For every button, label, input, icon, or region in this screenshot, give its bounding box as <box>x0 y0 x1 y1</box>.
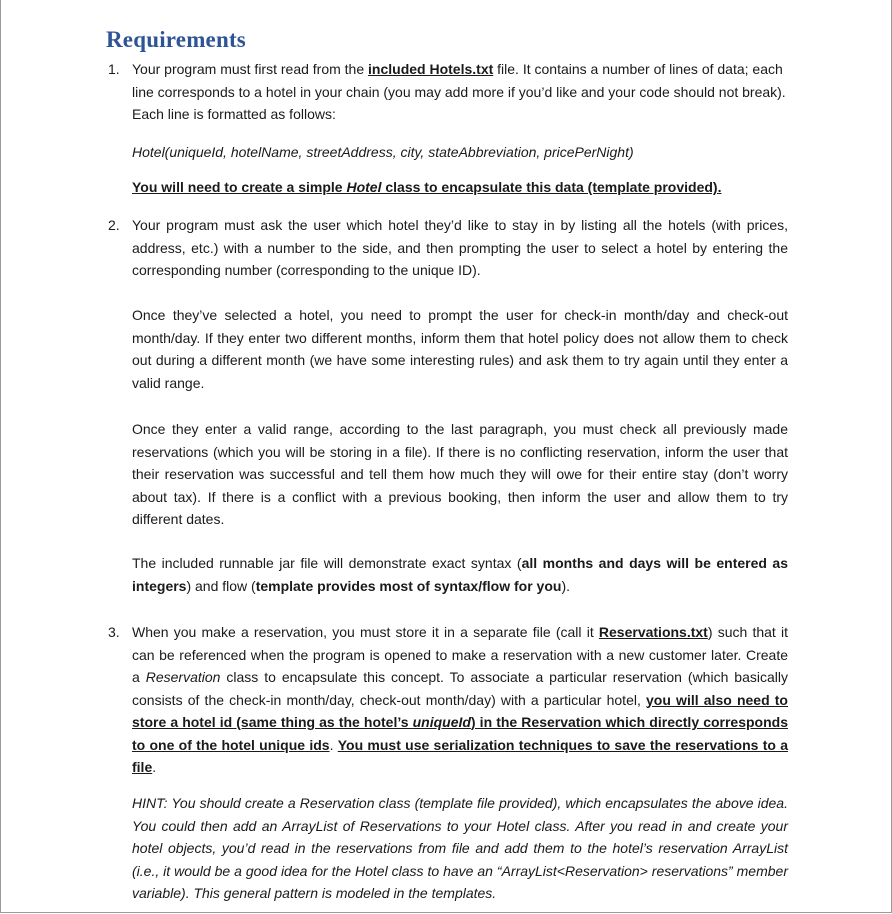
serialization-requirement: You must use serialization techniques to save the reservations to a file <box>132 736 788 775</box>
template-note: template provides most of syntax/flow for you <box>255 577 562 594</box>
item-3-end: . <box>152 759 157 775</box>
item-2-paragraph-4 <box>132 552 788 597</box>
reservations-file-reference: Reservations.txt <box>598 624 708 640</box>
hotels-file-reference: included Hotels.txt <box>368 61 494 77</box>
item-2-p4-text-a: The included runnable jar file will demonstrate exact syntax ( <box>132 555 522 571</box>
hotel-note-text-b: class to encapsulate this data (template provided). <box>381 179 722 195</box>
hotel-class-name: Hotel <box>346 179 382 195</box>
item-3-separator: . <box>329 736 338 753</box>
hint-paragraph: HINT: You should create a Reservation class (template file provided), which encapsulates the above idea. You could then add an ArrayList of Reservations to your Hotel class. After you read in and create your hotel objects, you’d read in the reservations from file and add them to the hotel’s reservation ArrayList (i.e., it would be a good idea for the Hotel class to have an “ArrayList<Reservation> reservations” member variable). This general pattern is modeled in the templates. <box>132 795 788 901</box>
unique-id-term: uniqueId <box>412 714 471 730</box>
item-2-paragraph-2: Once they’ve selected a hotel, you need to prompt the user for check-in month/day and check-out month/day. If they enter two different months, inform them that hotel policy does not allow them to check out during a different month (we have some interesting rules) and ask them to try again until they enter a valid range. <box>132 307 788 391</box>
item-2-p4-text-c: ) and flow ( <box>186 577 256 594</box>
hotel-class-note <box>132 176 788 199</box>
hotel-note-text-a: You will need to create a simple <box>132 179 347 195</box>
item-2-number: 2. <box>108 217 120 233</box>
item-1-number: 1. <box>108 61 120 77</box>
reservation-class-name: Reservation <box>145 669 221 685</box>
item-3-text-c: class to encapsulate this concept. To associate a particular reservation (which basically consists of the check-in month/day, check-out month/day) with a particular hotel, <box>132 669 788 708</box>
item-1-text-b: file. It contains a number of lines of data; each line corresponds to a hotel in your chain (you may add more if you’d like and your code should not break). Each line is formatted as follows: <box>132 61 786 122</box>
item-2-p4-text-d: ). <box>561 577 570 594</box>
item-3-text-b: ) such that it can be referenced when the program is opened to make a reservation with a new customer later. Create a <box>132 624 788 685</box>
hotel-id-text-a: you will also need to store a hotel id (same thing as the hotel’s <box>132 691 788 730</box>
item-1-intro <box>132 58 788 126</box>
hotel-format-line: Hotel(uniqueId, hotelName, streetAddress, city, stateAbbreviation, pricePerNight) <box>132 144 634 160</box>
page-title: Requirements <box>106 27 246 52</box>
item-3-text-a: When you make a reservation, you must store it in a separate file (call it <box>132 624 599 640</box>
integer-input-note: all months and days will be entered as integers <box>132 555 789 594</box>
item-3-paragraph-1 <box>132 621 788 779</box>
hotel-id-text-b: ) in the Reservation which directly corresponds to one of the hotel unique ids <box>132 714 788 753</box>
item-1-text-a: Your program must first read from the <box>132 61 369 77</box>
item-2-paragraph-1: Your program must ask the user which hotel they’d like to stay in by listing all the hotels (with prices, address, etc.) with a number to the side, and then prompting the user to select a hotel by entering the corresponding number (corresponding to the unique ID). <box>132 217 788 278</box>
item-2-paragraph-3: Once they enter a valid range, according to the last paragraph, you must check all previously made reservations (which you will be storing in a file). If there is no conflicting reservation, inform the user that their reservation was successful and tell them how much they will owe for their entire stay (don’t worry about tax). If there is a conflict with a previous booking, then inform the user and allow them to try different dates. <box>132 421 788 527</box>
item-3-number: 3. <box>108 624 120 640</box>
